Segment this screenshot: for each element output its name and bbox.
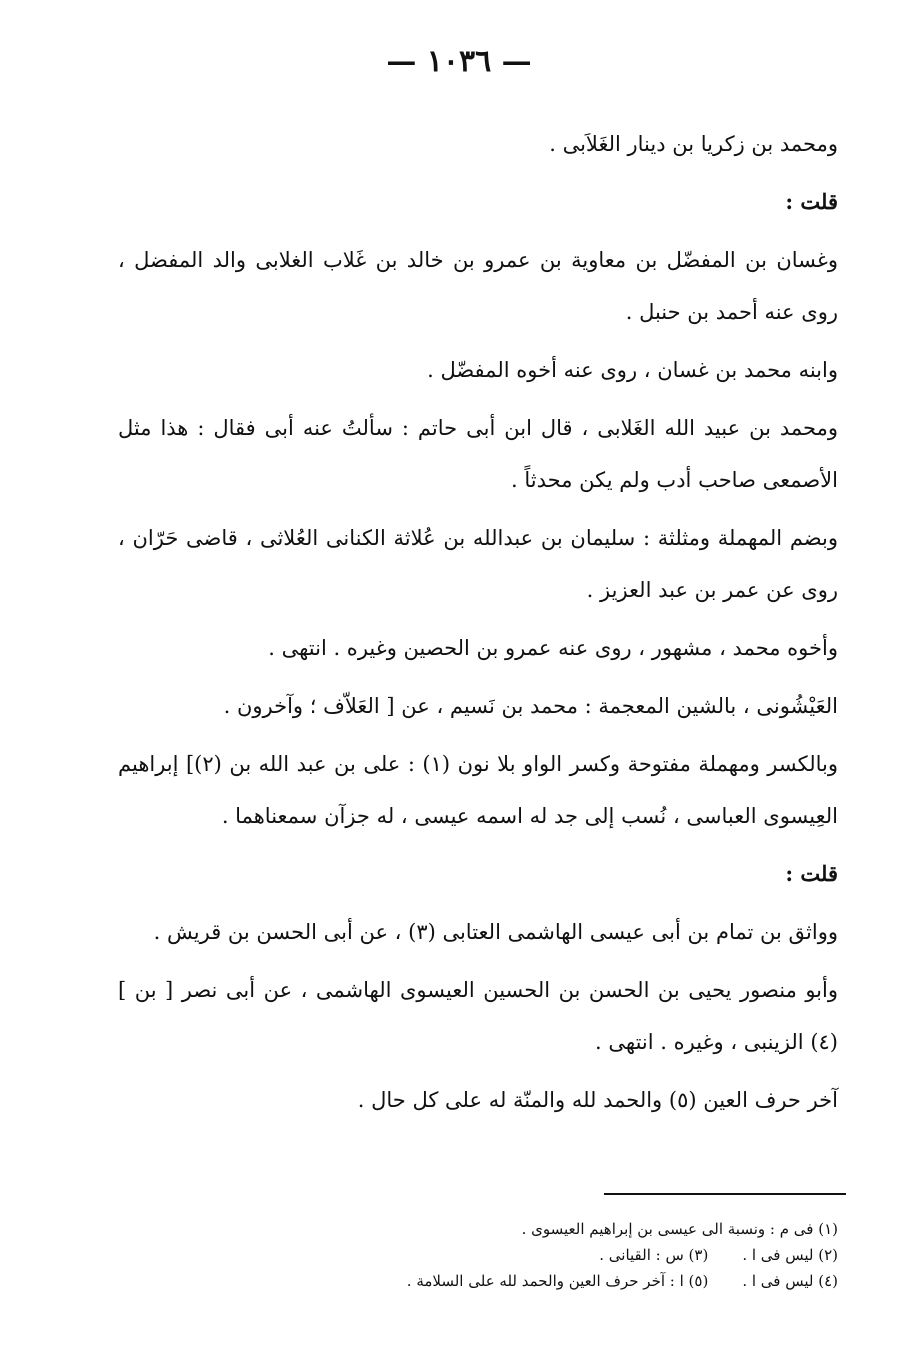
footnote-row-1 (278, 1216, 838, 1242)
paragraph-5: وبضم المهملة ومثلثة : سليمان بن عبدالله بن عُلاثة الكنانى العُلاثى ، قاضى حَرّان ، روى عن عمر بن عبد العزيز . (118, 526, 838, 602)
footnote-row-2 (278, 1242, 838, 1268)
paragraph-9: وواثق بن تمام بن أبى عيسى الهاشمى العتابى (٣) ، عن أبى الحسن بن قريش . (153, 920, 838, 944)
paragraph-8: وبالكسر ومهملة مفتوحة وكسر الواو بلا نون (١) : على بن عبد الله بن (٢)] إبراهيم العِيسوى العباسى ، نُسب إلى جد له اسمه عيسى ، له جزآن سمعناهما . (118, 752, 838, 828)
main-text (118, 118, 838, 1132)
paragraph-2: وغسان بن المفضّل بن معاوية بن عمرو بن خالد بن غَلاب الغلابى والد المفضل ، روى عنه أحمد بن حنبل . (118, 248, 838, 324)
footnote-1: (١) فى م : ونسبة الى عيسى بن إبراهيم العيسوى . (521, 1220, 838, 1238)
footnote-4: (٤) ليس فى ا . (742, 1272, 838, 1290)
footnote-5: (٥) ا : آخر حرف العين والحمد لله على السلامة . (406, 1272, 709, 1290)
paragraph-11: آخر حرف العين (٥) والحمد لله والمنّة له على كل حال . (357, 1088, 838, 1112)
heading-qult-1: قلت : (785, 189, 838, 214)
paragraph-1: ومحمد بن زكريا بن دينار الغَلاَبى . (549, 132, 838, 156)
paragraph-10: وأبو منصور يحيى بن الحسن بن الحسين العيسوى الهاشمى ، عن أبى نصر [ بن ] (٤) الزينبى ، وغيره . انتهى . (118, 978, 838, 1054)
paragraph-4: ومحمد بن عبيد الله الغَلابى ، قال ابن أبى حاتم : سألتُ عنه أبى فقال : هذا مثل الأصمعى صاحب أدب ولم يكن محدثاً . (118, 416, 838, 492)
footnote-2: (٢) ليس فى ا . (742, 1246, 838, 1264)
footnote-row-3 (278, 1268, 838, 1294)
paragraph-3: وابنه محمد بن غسان ، روى عنه أخوه المفضّل . (427, 358, 838, 382)
footnotes (278, 1216, 838, 1294)
footnote-3: (٣) س : القيانى . (599, 1246, 709, 1264)
page-number: — ١٠٣٦ — (386, 44, 532, 79)
footnote-divider (604, 1193, 846, 1195)
heading-qult-2: قلت : (785, 861, 838, 886)
paragraph-6: وأخوه محمد ، مشهور ، روى عنه عمرو بن الحصين وغيره . انتهى . (268, 636, 838, 660)
paragraph-7: العَيْشُونى ، بالشين المعجمة : محمد بن نَسيم ، عن [ العَلاّف ؛ وآخرون . (223, 694, 838, 718)
